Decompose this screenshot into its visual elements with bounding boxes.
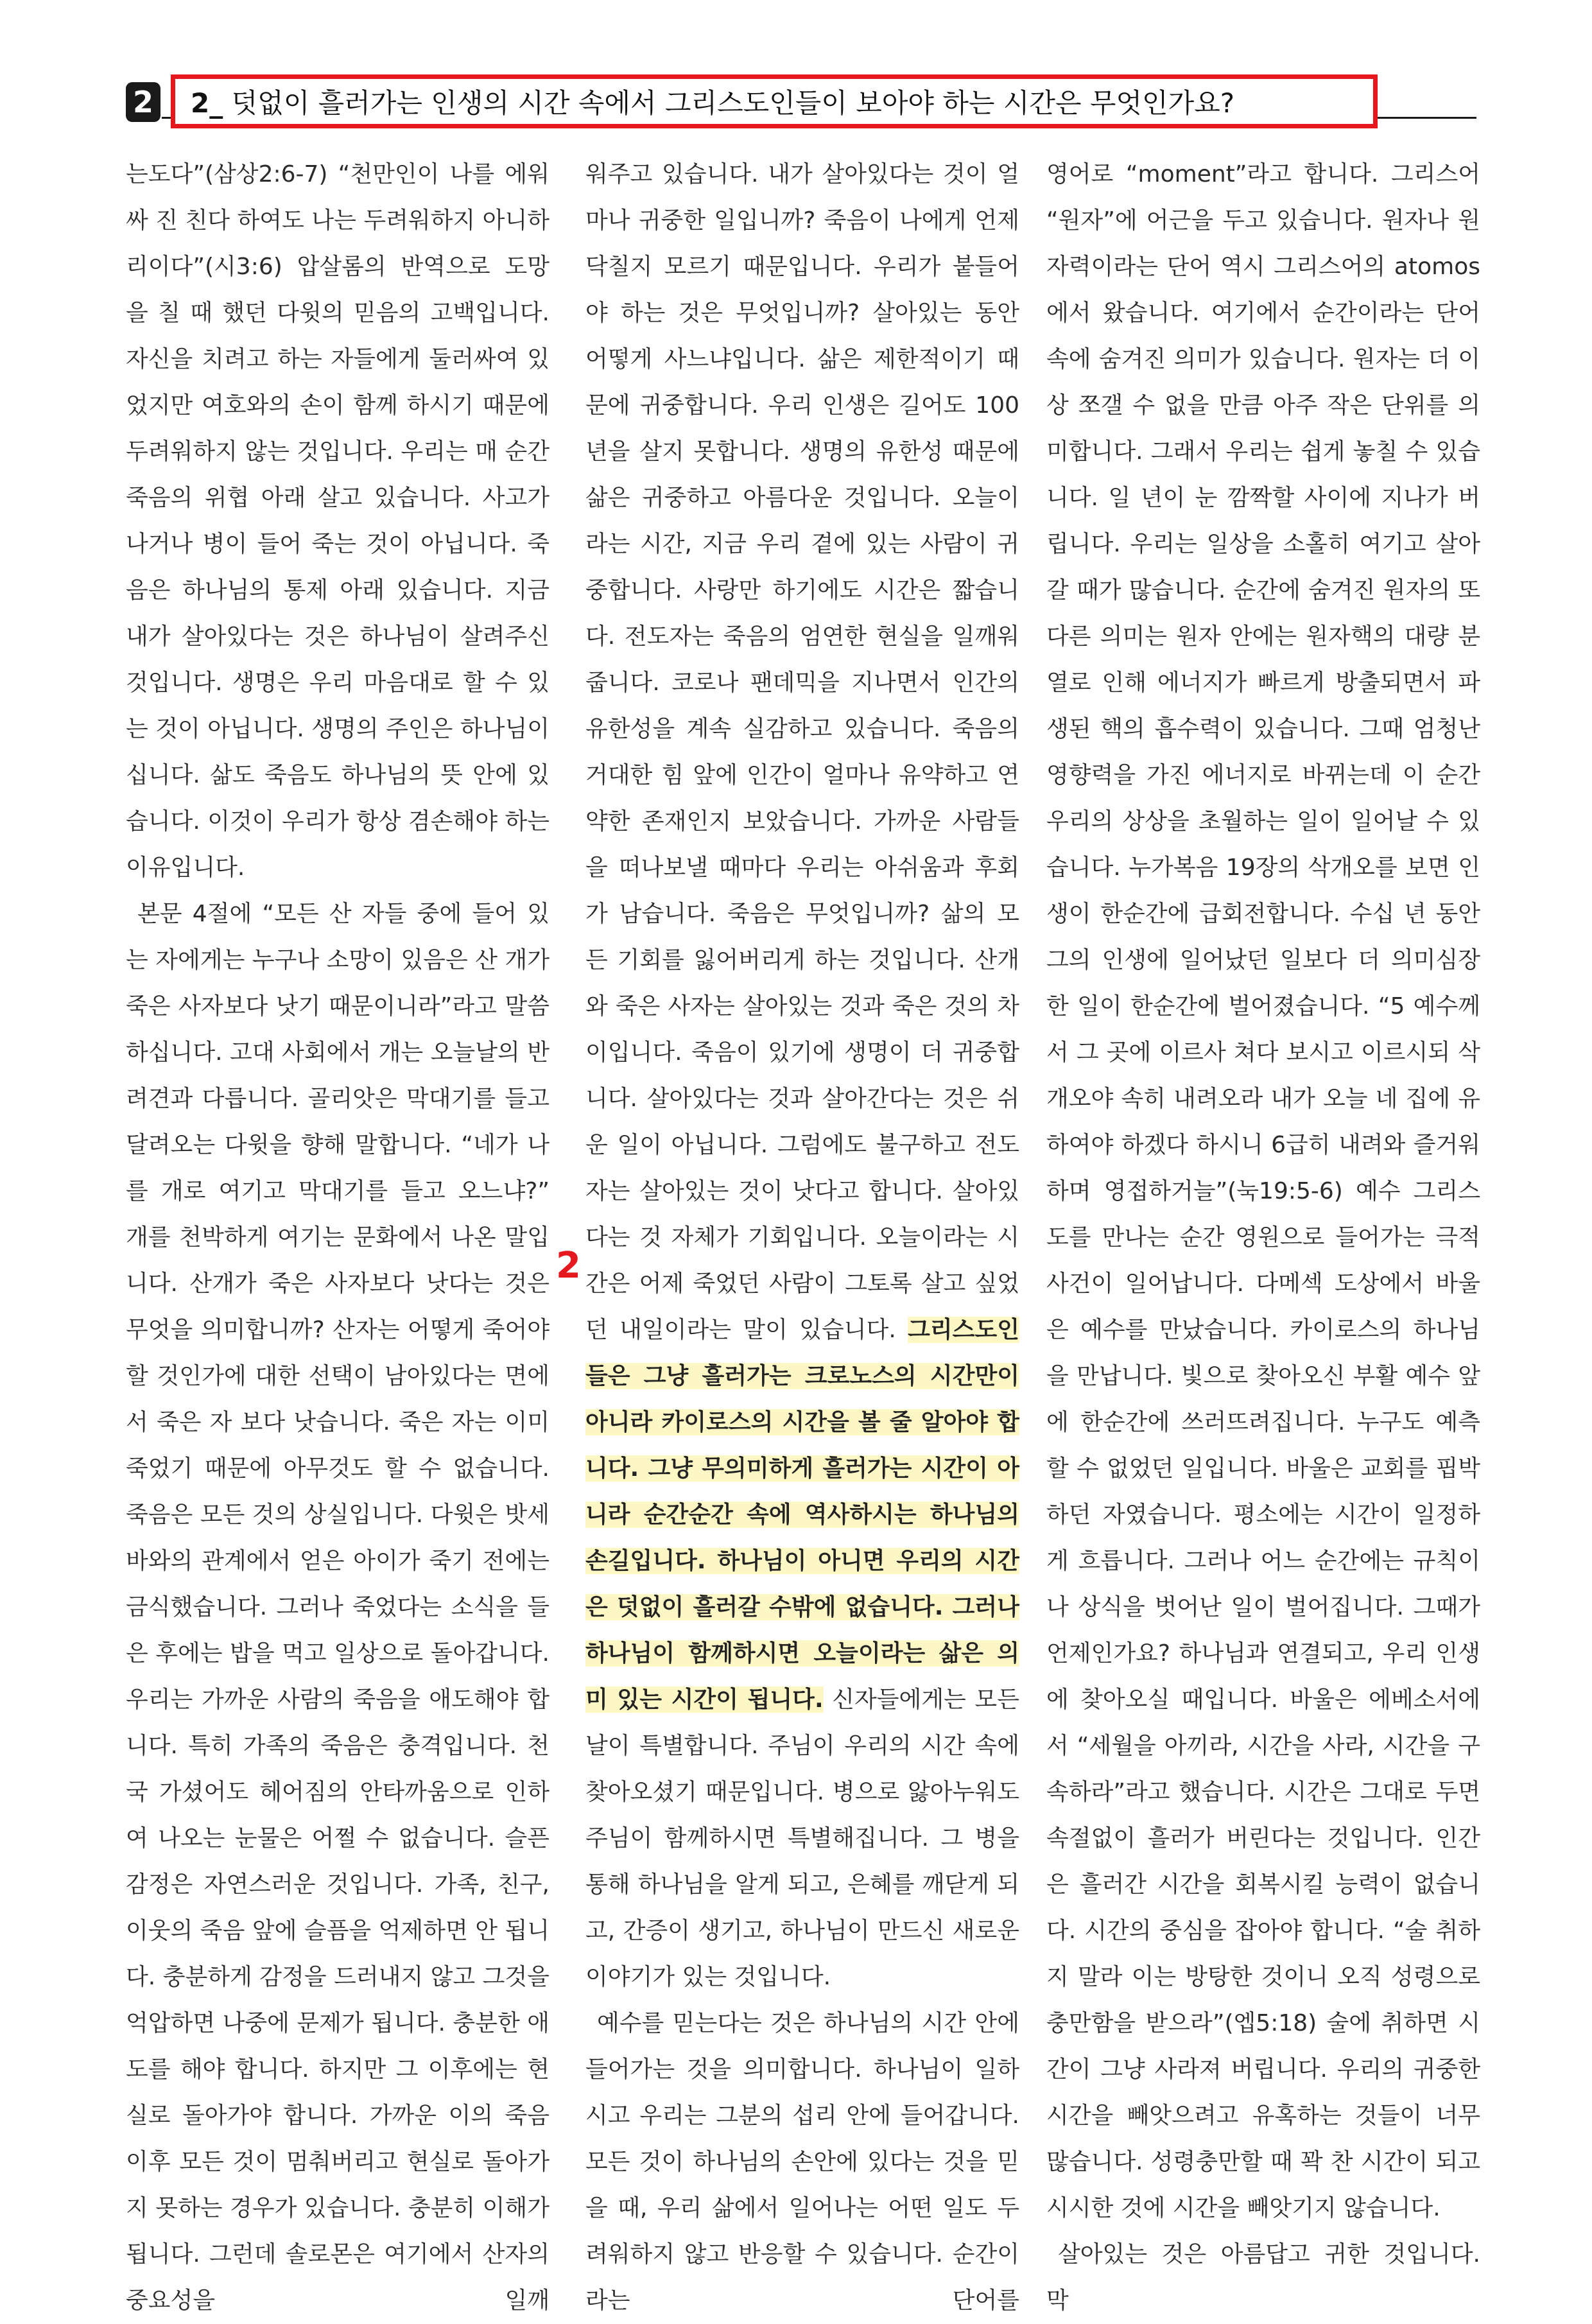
column-2-text-after-highlight: 신자들에게는 모든 날이 특별합니다. 주님이 우리의 시간 속에 찾아오셨기 때문입니다. 병으로 앓아누워도 주님이 함께하시면 특별해집니다. 그 병을 통해 하나님을 알게 되고, 은혜를 깨닫게 되고, 간증이 생기고, 하나님이 만드신 새로운 이야기가 있는 것입니다. [585,1687,1019,1990]
title-highlight-box [171,74,1378,128]
column-1-paragraph-1: 는도다”(삼상2:6-7) “천만인이 나를 에워싸 진 친다 하여도 나는 두려워하지 아니하리이다”(시3:6) 압살롬의 반역으로 도망을 칠 때 했던 다윗의 믿음의 고백입니다. 자신을 치려고 하는 자들에게 둘러싸여 있었지만 여호와의 손이 함께 하시기 때문에 두려워하지 않는 것입니다. 우리는 매 순간 죽음의 위협 아래 살고 있습니다. 사고가 나거나 병이 들어 죽는 것이 아닙니다. 죽음은 하나님의 통제 아래 있습니다. 지금 내가 살아있다는 것은 하나님이 살려주신 것입니다. 생명은 우리 마음대로 할 수 있는 것이 아닙니다. 생명의 주인은 하나님이십니다. 삶도 죽음도 하나님의 뜻 안에 있습니다. 이것이 우리가 항상 겸손해야 하는 이유입니다. [126,161,549,881]
column-2-paragraph-2: 예수를 믿는다는 것은 하나님의 시간 안에 들어가는 것을 의미합니다. 하나님이 일하시고 우리는 그분의 섭리 안에 들어갑니다. 모든 것이 하나님의 손안에 있다는 것을 믿을 때, 우리 삶에서 일어나는 어떤 일도 두려워하지 않고 반응할 수 있습니다. 순간이라는 단어를 [585,2010,1019,2314]
column-3-paragraph-1: 영어로 “moment”라고 합니다. 그리스어 “원자”에 어근을 두고 있습니다. 원자나 원자력이라는 단어 역시 그리스어의 atomos에서 왔습니다. 여기에서 순간이라는 단어 속에 숨겨진 의미가 있습니다. 원자는 더 이상 쪼갤 수 없을 만큼 아주 작은 단위를 의미합니다. 그래서 우리는 쉽게 놓칠 수 있습니다. 일 년이 눈 깜짝할 사이에 지나가 버립니다. 우리는 일상을 소홀히 여기고 살아갈 때가 많습니다. 순간에 숨겨진 원자의 또 다른 의미는 원자 안에는 원자핵의 대량 분열로 인해 에너지가 빠르게 방출되면서 파생된 핵의 흡수력이 있습니다. 그때 엄청난 영향력을 가진 에너지로 바뀌는데 이 순간 우리의 상상을 초월하는 일이 일어날 수 있습니다. 누가복음 19장의 삭개오를 보면 인생이 한순간에 급회전합니다. 수십 년 동안 그의 인생에 일어났던 일보다 더 의미심장한 일이 한순간에 벌어졌습니다. “5 예수께서 그 곳에 이르사 쳐다 보시고 이르시되 삭개오야 속히 내려오라 내가 오늘 네 집에 유하여야 하겠다 하시니 6급히 내려와 즐거워하며 영접하거늘”(눅19:5-6) 예수 그리스도를 만나는 순간 영원으로 들어가는 극적 사건이 일어납니다. 다메섹 도상에서 바울은 예수를 만났습니다. 카이로스의 하나님을 만납니다. 빛으로 찾아오신 부활 예수 앞에 한순간에 쓰러뜨려집니다. 누구도 예측할 수 없었던 일입니다. 바울은 교회를 핍박하던 자였습니다. 평소에는 시간이 일정하게 흐릅니다. 그러나 어느 순간에는 규칙이나 상식을 벗어난 일이 벌어집니다. 그때가 언제인가요? 하나님과 연결되고, 우리 인생에 찾아오실 때입니다. 바울은 에베소서에서 “세월을 아끼라, 시간을 사라, 시간을 구속하라”라고 했습니다. 시간은 그대로 두면 속절없이 흘러가 버린다는 것입니다. 인간은 흘러간 시간을 회복시킬 능력이 없습니다. 시간의 중심을 잡아야 합니다. “술 취하지 말라 이는 방탕한 것이니 오직 성령으로 충만함을 받으라”(엡5:18) 술에 취하면 시간이 그냥 사라져 버립니다. 우리의 귀중한 시간을 빼앗으려고 유혹하는 것들이 너무 많습니다. 성령충만할 때 꽉 찬 시간이 되고 시시한 것에 시간을 빼앗기지 않습니다. [1046,161,1480,2221]
text-column-2 [585,152,1019,2314]
column-3-paragraph-2: 살아있는 것은 아름답고 귀한 것입니다. 막 [1046,2241,1480,2314]
text-column-3 [1046,152,1480,2314]
column-1-paragraph-2: 본문 4절에 “모든 산 자들 중에 들어 있는 자에게는 누구나 소망이 있음은 산 개가 죽은 사자보다 낫기 때문이니라”라고 말씀하십니다. 고대 사회에서 개는 오늘날의 반려견과 다릅니다. 골리앗은 막대기를 들고 달려오는 다윗을 향해 말합니다. “네가 나를 개로 여기고 막대기를 들고 오느냐?” 개를 천박하게 여기는 문화에서 나온 말입니다. 산개가 죽은 사자보다 낫다는 것은 무엇을 의미합니까? 산자는 어떻게 죽어야 할 것인가에 대한 선택이 남아있다는 면에서 죽은 자 보다 낫습니다. 죽은 자는 이미 죽었기 때문에 아무것도 할 수 없습니다. 죽음은 모든 것의 상실입니다. 다윗은 밧세바와의 관계에서 얻은 아이가 죽기 전에는 금식했습니다. 그러나 죽었다는 소식을 들은 후에는 밥을 먹고 일상으로 돌아갑니다. 우리는 가까운 사람의 죽음을 애도해야 합니다. 특히 가족의 죽음은 충격입니다. 천국 가셨어도 헤어짐의 안타까움으로 인하여 나오는 눈물은 어쩔 수 없습니다. 슬픈 감정은 자연스러운 것입니다. 가족, 친구, 이웃의 죽음 앞에 슬픔을 억제하면 안 됩니다. 충분하게 감정을 드러내지 않고 그것을 억압하면 나중에 문제가 됩니다. 충분한 애도를 해야 합니다. 하지만 그 이후에는 현실로 돌아가야 합니다. 가까운 이의 죽음 이후 모든 것이 멈춰버리고 현실로 돌아가지 못하는 경우가 있습니다. 충분히 이해가 됩니다. 그런데 솔로몬은 여기에서 산자의 중요성을 일깨 [126,901,549,2314]
section-title-number: 2_ [191,87,223,119]
text-column-1 [126,152,549,2314]
column-2-text-before-highlight: 워주고 있습니다. 내가 살아있다는 것이 얼마나 귀중한 일입니까? 죽음이 나에게 언제 닥칠지 모르기 때문입니다. 우리가 붙들어야 하는 것은 무엇입니까? 살아있는 동안 어떻게 사느냐입니다. 삶은 제한적이기 때문에 귀중합니다. 우리 인생은 길어도 100년을 살지 못합니다. 생명의 유한성 때문에 삶은 귀중하고 아름다운 것입니다. 오늘이라는 시간, 지금 우리 곁에 있는 사람이 귀중합니다. 사랑만 하기에도 시간은 짧습니다. 전도자는 죽음의 엄연한 현실을 일깨워줍니다. 코로나 팬데믹을 지나면서 인간의 유한성을 계속 실감하고 있습니다. 죽음의 거대한 힘 앞에 인간이 얼마나 유약하고 연약한 존재인지 보았습니다. 가까운 사람들을 떠나보낼 때마다 우리는 아쉬움과 후회가 남습니다. 죽음은 무엇입니까? 삶의 모든 기회를 잃어버리게 하는 것입니다. 산개와 죽은 사자는 살아있는 것과 죽은 것의 차이입니다. 죽음이 있기에 생명이 더 귀중합니다. 살아있다는 것과 살아간다는 것은 쉬운 일이 아닙니다. 그럼에도 불구하고 전도자는 살아있는 것이 낫다고 합니다. 살아있다는 것 자체가 기회입니다. 오늘이라는 시간은 어제 죽었던 사람이 그토록 살고 싶었던 내일이라는 말이 있습니다. [585,161,1019,1343]
column-2-paragraph-1 [585,152,1019,2000]
page-header [126,64,1476,135]
page-number-badge: 2 [126,82,160,122]
section-title-text: 덧없이 흘러가는 인생의 시간 속에서 그리스도인들이 보아야 하는 시간은 무엇인가요? [231,87,1235,119]
section-title [191,82,1234,121]
annotation-marker-2: 2 [556,1245,581,1287]
highlighted-passage: 그리스도인들은 그냥 흘러가는 크로노스의 시간만이 아니라 카이로스의 시간을 볼 줄 알아야 합니다. 그냥 무의미하게 흘러가는 시간이 아니라 순간순간 속에 역사하시는 하나님의 손길입니다. 하나님이 아니면 우리의 시간은 덧없이 흘러갈 수밖에 없습니다. 그러나 하나님이 함께하시면 오늘이라는 삶은 의미 있는 시간이 됩니다. [585,1317,1019,1713]
